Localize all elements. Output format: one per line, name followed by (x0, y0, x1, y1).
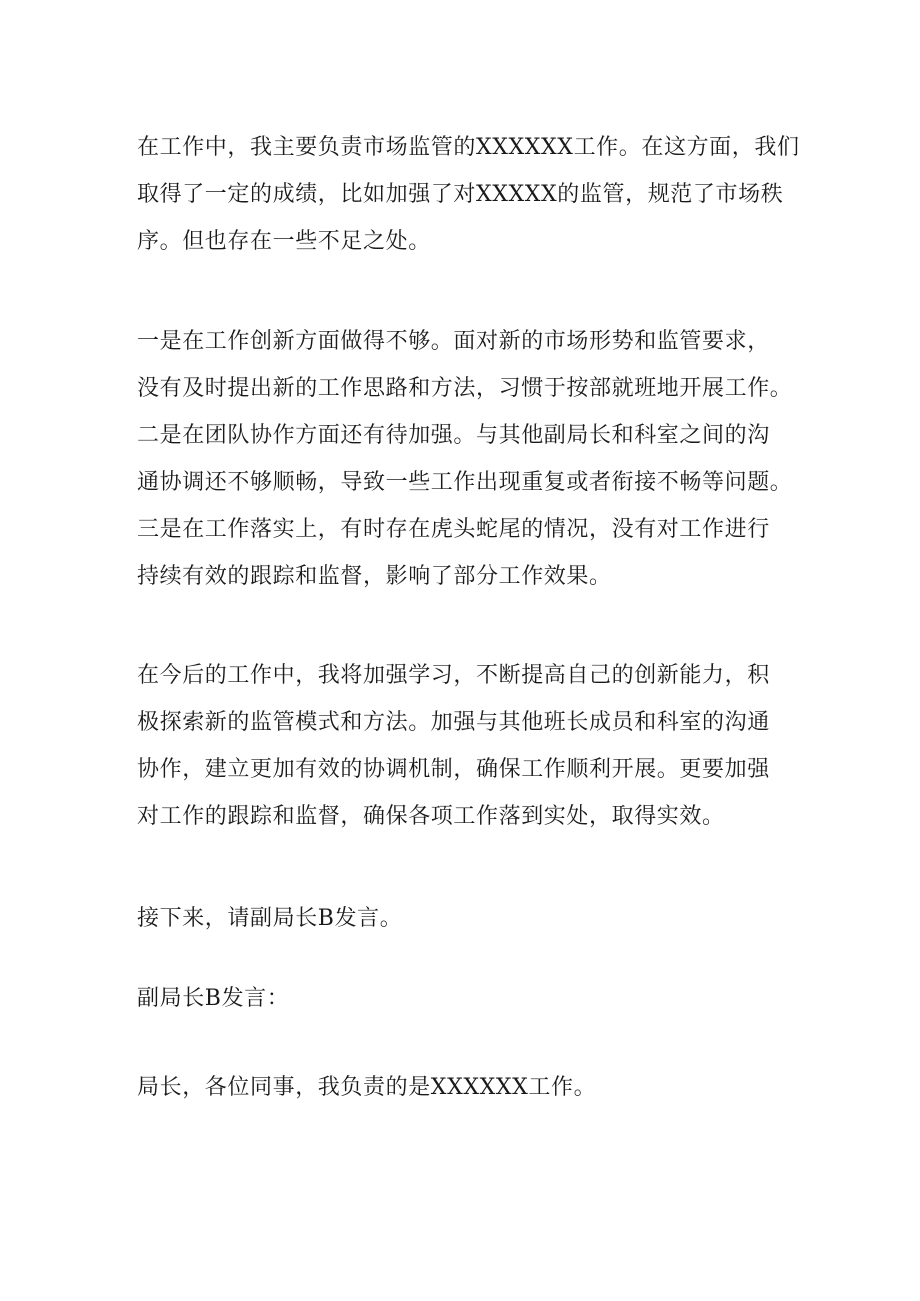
text-line: 副局长B发言： (137, 986, 290, 1011)
speaker-heading (137, 975, 797, 1022)
text-line: 二是在团队协作方面还有待加强。与其他副局长和科室之间的沟 (137, 423, 770, 448)
paragraph-next-speaker (137, 895, 797, 942)
paragraph-work-summary (137, 124, 800, 265)
text-line: 在今后的工作中，我将加强学习，不断提高自己的创新能力，积 (137, 663, 770, 688)
paragraph-speech-opening (137, 1064, 797, 1111)
text-line: 没有及时提出新的工作思路和方法，习惯于按部就班地开展工作。 (137, 376, 793, 401)
text-line: 接下来，请副局长B发言。 (137, 906, 403, 931)
text-line: 一是在工作创新方面做得不够。面对新的市场形势和监管要求， (137, 329, 770, 354)
text-line: 通协调还不够顺畅，导致一些工作出现重复或者衔接不畅等问题。 (137, 470, 793, 495)
text-line: 极探索新的监管模式和方法。加强与其他班长成员和科室的沟通 (137, 710, 770, 735)
paragraph-future-plans (137, 652, 797, 840)
text-line: 序。但也存在一些不足之处。 (137, 229, 431, 254)
paragraph-shortcomings (137, 318, 797, 600)
text-line: 在工作中，我主要负责市场监管的XXXXXX工作。在这方面，我们 (137, 135, 800, 160)
text-line: 持续有效的跟踪和监督，影响了部分工作效果。 (137, 564, 612, 589)
text-line: 协作，建立更加有效的协调机制，确保工作顺利开展。更要加强 (137, 757, 770, 782)
text-line: 局长，各位同事，我负责的是XXXXXX工作。 (137, 1075, 597, 1100)
text-line: 取得了一定的成绩，比如加强了对XXXXX的监管，规范了市场秩 (137, 182, 784, 207)
text-line: 三是在工作落实上，有时存在虎头蛇尾的情况，没有对工作进行 (137, 517, 770, 542)
text-line: 对工作的跟踪和监督，确保各项工作落到实处，取得实效。 (137, 804, 725, 829)
